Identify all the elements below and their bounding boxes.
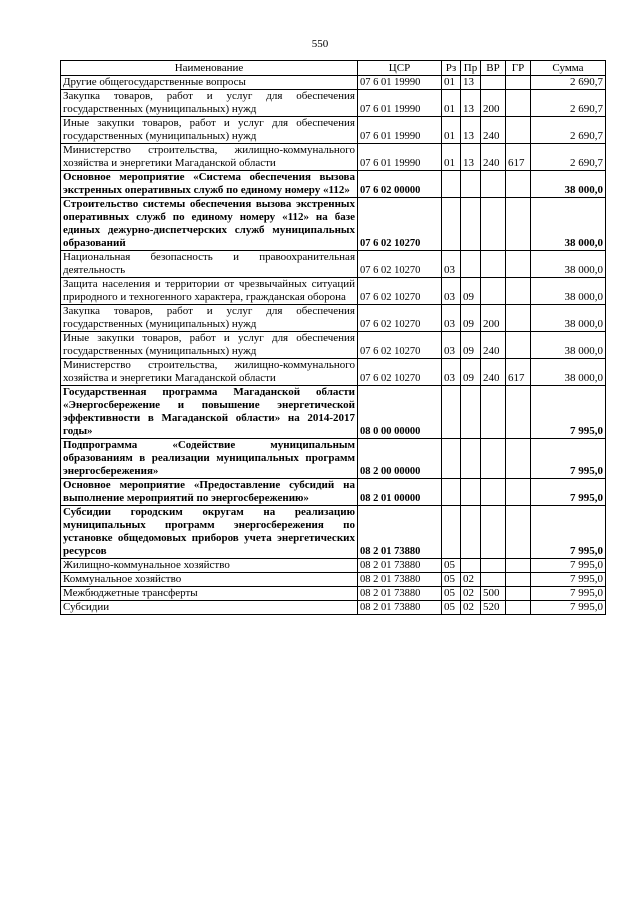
row-gr-cell bbox=[506, 305, 531, 332]
row-rz-cell: 03 bbox=[442, 305, 461, 332]
row-gr-cell bbox=[506, 587, 531, 601]
row-gr-cell bbox=[506, 601, 531, 615]
row-vr-cell bbox=[481, 76, 506, 90]
row-pr-cell: 02 bbox=[461, 601, 481, 615]
table-row bbox=[61, 90, 606, 117]
row-rz-cell bbox=[442, 198, 461, 251]
row-pr-cell bbox=[461, 479, 481, 506]
row-csr-cell: 08 2 00 00000 bbox=[358, 439, 442, 479]
row-csr-cell: 07 6 02 10270 bbox=[358, 332, 442, 359]
row-name-cell: Подпрограмма «Содействие муниципальным образованиям в реализации муниципальных программ энергосбережения» bbox=[61, 439, 358, 479]
row-sum-cell: 38 000,0 bbox=[531, 332, 606, 359]
table-body bbox=[61, 76, 606, 615]
row-pr-cell: 13 bbox=[461, 144, 481, 171]
row-name-cell: Основное мероприятие «Предоставление субсидий на выполнение мероприятий по энергосбережению» bbox=[61, 479, 358, 506]
row-vr-cell bbox=[481, 251, 506, 278]
row-sum-cell: 7 995,0 bbox=[531, 601, 606, 615]
row-pr-cell: 13 bbox=[461, 76, 481, 90]
row-gr-cell: 617 bbox=[506, 359, 531, 386]
header-rz: Рз bbox=[442, 61, 461, 76]
row-sum-cell: 38 000,0 bbox=[531, 251, 606, 278]
row-vr-cell: 500 bbox=[481, 587, 506, 601]
row-name-cell: Государственная программа Магаданской области «Энергосбережение и повышение энергетической эффективности в Магаданской области» на 2014-2017 годы» bbox=[61, 386, 358, 439]
row-name-cell: Основное мероприятие «Система обеспечения вызова экстренных оперативных служб по единому номеру «112» bbox=[61, 171, 358, 198]
row-pr-cell: 13 bbox=[461, 117, 481, 144]
header-name: Наименование bbox=[61, 61, 358, 76]
row-name-cell: Министерство строительства, жилищно-коммунального хозяйства и энергетики Магаданской области bbox=[61, 144, 358, 171]
table-row bbox=[61, 305, 606, 332]
header-sum: Сумма bbox=[531, 61, 606, 76]
row-sum-cell: 7 995,0 bbox=[531, 587, 606, 601]
row-csr-cell: 08 2 01 73880 bbox=[358, 573, 442, 587]
row-csr-cell: 07 6 01 19990 bbox=[358, 76, 442, 90]
row-rz-cell: 03 bbox=[442, 278, 461, 305]
row-vr-cell bbox=[481, 198, 506, 251]
row-gr-cell bbox=[506, 439, 531, 479]
row-csr-cell: 07 6 02 10270 bbox=[358, 198, 442, 251]
row-rz-cell: 01 bbox=[442, 90, 461, 117]
row-csr-cell: 08 0 00 00000 bbox=[358, 386, 442, 439]
table-row bbox=[61, 117, 606, 144]
row-pr-cell bbox=[461, 386, 481, 439]
row-vr-cell: 200 bbox=[481, 305, 506, 332]
table-row bbox=[61, 171, 606, 198]
table-row bbox=[61, 278, 606, 305]
table-row bbox=[61, 479, 606, 506]
row-pr-cell: 02 bbox=[461, 573, 481, 587]
row-csr-cell: 08 2 01 73880 bbox=[358, 587, 442, 601]
row-rz-cell: 01 bbox=[442, 117, 461, 144]
row-gr-cell bbox=[506, 251, 531, 278]
row-rz-cell bbox=[442, 386, 461, 439]
row-pr-cell: 13 bbox=[461, 90, 481, 117]
budget-table bbox=[60, 60, 606, 615]
row-pr-cell bbox=[461, 559, 481, 573]
row-rz-cell: 01 bbox=[442, 76, 461, 90]
row-rz-cell: 05 bbox=[442, 573, 461, 587]
row-gr-cell: 617 bbox=[506, 144, 531, 171]
row-gr-cell bbox=[506, 332, 531, 359]
row-sum-cell: 7 995,0 bbox=[531, 439, 606, 479]
row-gr-cell bbox=[506, 573, 531, 587]
row-csr-cell: 07 6 02 10270 bbox=[358, 359, 442, 386]
row-name-cell: Коммунальное хозяйство bbox=[61, 573, 358, 587]
row-sum-cell: 2 690,7 bbox=[531, 76, 606, 90]
row-rz-cell: 05 bbox=[442, 559, 461, 573]
row-vr-cell: 240 bbox=[481, 332, 506, 359]
row-rz-cell bbox=[442, 506, 461, 559]
row-name-cell: Иные закупки товаров, работ и услуг для обеспечения государственных (муниципальных) нужд bbox=[61, 117, 358, 144]
row-gr-cell bbox=[506, 278, 531, 305]
row-gr-cell bbox=[506, 506, 531, 559]
row-csr-cell: 08 2 01 73880 bbox=[358, 601, 442, 615]
row-gr-cell bbox=[506, 386, 531, 439]
row-sum-cell: 38 000,0 bbox=[531, 359, 606, 386]
row-rz-cell: 05 bbox=[442, 587, 461, 601]
row-vr-cell bbox=[481, 479, 506, 506]
row-csr-cell: 08 2 01 73880 bbox=[358, 506, 442, 559]
header-gr: ГР bbox=[506, 61, 531, 76]
row-csr-cell: 07 6 01 19990 bbox=[358, 90, 442, 117]
row-pr-cell bbox=[461, 506, 481, 559]
row-pr-cell: 09 bbox=[461, 278, 481, 305]
row-name-cell: Субсидии городским округам на реализацию муниципальных программ энергосбережения по установке общедомовых приборов учета энергетических ресурсов bbox=[61, 506, 358, 559]
table-header-row bbox=[61, 61, 606, 76]
row-name-cell: Закупка товаров, работ и услуг для обеспечения государственных (муниципальных) нужд bbox=[61, 305, 358, 332]
row-gr-cell bbox=[506, 171, 531, 198]
row-vr-cell: 240 bbox=[481, 117, 506, 144]
row-vr-cell: 200 bbox=[481, 90, 506, 117]
row-vr-cell bbox=[481, 506, 506, 559]
table-row bbox=[61, 359, 606, 386]
table-row bbox=[61, 144, 606, 171]
row-rz-cell bbox=[442, 479, 461, 506]
header-pr: Пр bbox=[461, 61, 481, 76]
row-name-cell: Национальная безопасность и правоохранительная деятельность bbox=[61, 251, 358, 278]
row-name-cell: Закупка товаров, работ и услуг для обеспечения государственных (муниципальных) нужд bbox=[61, 90, 358, 117]
row-gr-cell bbox=[506, 90, 531, 117]
table-row bbox=[61, 601, 606, 615]
row-sum-cell: 38 000,0 bbox=[531, 305, 606, 332]
row-name-cell: Иные закупки товаров, работ и услуг для обеспечения государственных (муниципальных) нужд bbox=[61, 332, 358, 359]
row-vr-cell bbox=[481, 171, 506, 198]
table-row bbox=[61, 439, 606, 479]
row-csr-cell: 08 2 01 00000 bbox=[358, 479, 442, 506]
row-name-cell: Жилищно-коммунальное хозяйство bbox=[61, 559, 358, 573]
row-sum-cell: 7 995,0 bbox=[531, 479, 606, 506]
row-vr-cell: 240 bbox=[481, 359, 506, 386]
row-sum-cell: 2 690,7 bbox=[531, 144, 606, 171]
row-csr-cell: 07 6 01 19990 bbox=[358, 117, 442, 144]
table-row bbox=[61, 198, 606, 251]
row-gr-cell bbox=[506, 198, 531, 251]
row-vr-cell bbox=[481, 278, 506, 305]
row-csr-cell: 07 6 01 19990 bbox=[358, 144, 442, 171]
row-pr-cell: 02 bbox=[461, 587, 481, 601]
row-sum-cell: 7 995,0 bbox=[531, 386, 606, 439]
row-csr-cell: 07 6 02 10270 bbox=[358, 305, 442, 332]
row-vr-cell bbox=[481, 386, 506, 439]
row-pr-cell bbox=[461, 439, 481, 479]
row-rz-cell: 03 bbox=[442, 251, 461, 278]
table-row bbox=[61, 506, 606, 559]
row-name-cell: Субсидии bbox=[61, 601, 358, 615]
row-name-cell: Межбюджетные трансферты bbox=[61, 587, 358, 601]
row-csr-cell: 07 6 02 10270 bbox=[358, 278, 442, 305]
row-name-cell: Министерство строительства, жилищно-коммунального хозяйства и энергетики Магаданской области bbox=[61, 359, 358, 386]
row-vr-cell: 240 bbox=[481, 144, 506, 171]
row-pr-cell: 09 bbox=[461, 332, 481, 359]
row-rz-cell: 03 bbox=[442, 332, 461, 359]
row-rz-cell: 01 bbox=[442, 144, 461, 171]
row-sum-cell: 38 000,0 bbox=[531, 171, 606, 198]
table-row bbox=[61, 76, 606, 90]
row-gr-cell bbox=[506, 479, 531, 506]
table-row bbox=[61, 559, 606, 573]
row-pr-cell bbox=[461, 198, 481, 251]
row-sum-cell: 38 000,0 bbox=[531, 278, 606, 305]
row-name-cell: Строительство системы обеспечения вызова экстренных оперативных служб по единому номеру «112» на базе единых дежурно-диспетчерских служб муниципальных образований bbox=[61, 198, 358, 251]
row-name-cell: Защита населения и территории от чрезвычайных ситуаций природного и техногенного характера, гражданская оборона bbox=[61, 278, 358, 305]
row-name-cell: Другие общегосударственные вопросы bbox=[61, 76, 358, 90]
header-csr: ЦСР bbox=[358, 61, 442, 76]
row-vr-cell bbox=[481, 573, 506, 587]
row-pr-cell bbox=[461, 171, 481, 198]
row-vr-cell: 520 bbox=[481, 601, 506, 615]
row-gr-cell bbox=[506, 559, 531, 573]
row-gr-cell bbox=[506, 117, 531, 144]
table-row bbox=[61, 587, 606, 601]
row-pr-cell: 09 bbox=[461, 305, 481, 332]
row-gr-cell bbox=[506, 76, 531, 90]
table-row bbox=[61, 573, 606, 587]
row-csr-cell: 08 2 01 73880 bbox=[358, 559, 442, 573]
row-rz-cell bbox=[442, 439, 461, 479]
row-sum-cell: 7 995,0 bbox=[531, 506, 606, 559]
row-vr-cell bbox=[481, 559, 506, 573]
row-sum-cell: 38 000,0 bbox=[531, 198, 606, 251]
row-sum-cell: 2 690,7 bbox=[531, 90, 606, 117]
row-pr-cell bbox=[461, 251, 481, 278]
header-vr: ВР bbox=[481, 61, 506, 76]
table-row bbox=[61, 386, 606, 439]
row-rz-cell: 03 bbox=[442, 359, 461, 386]
row-sum-cell: 7 995,0 bbox=[531, 573, 606, 587]
row-sum-cell: 7 995,0 bbox=[531, 559, 606, 573]
row-sum-cell: 2 690,7 bbox=[531, 117, 606, 144]
table-row bbox=[61, 332, 606, 359]
row-csr-cell: 07 6 02 00000 bbox=[358, 171, 442, 198]
page-number: 550 bbox=[311, 38, 329, 50]
row-rz-cell bbox=[442, 171, 461, 198]
row-csr-cell: 07 6 02 10270 bbox=[358, 251, 442, 278]
row-rz-cell: 05 bbox=[442, 601, 461, 615]
row-pr-cell: 09 bbox=[461, 359, 481, 386]
table-row bbox=[61, 251, 606, 278]
row-vr-cell bbox=[481, 439, 506, 479]
